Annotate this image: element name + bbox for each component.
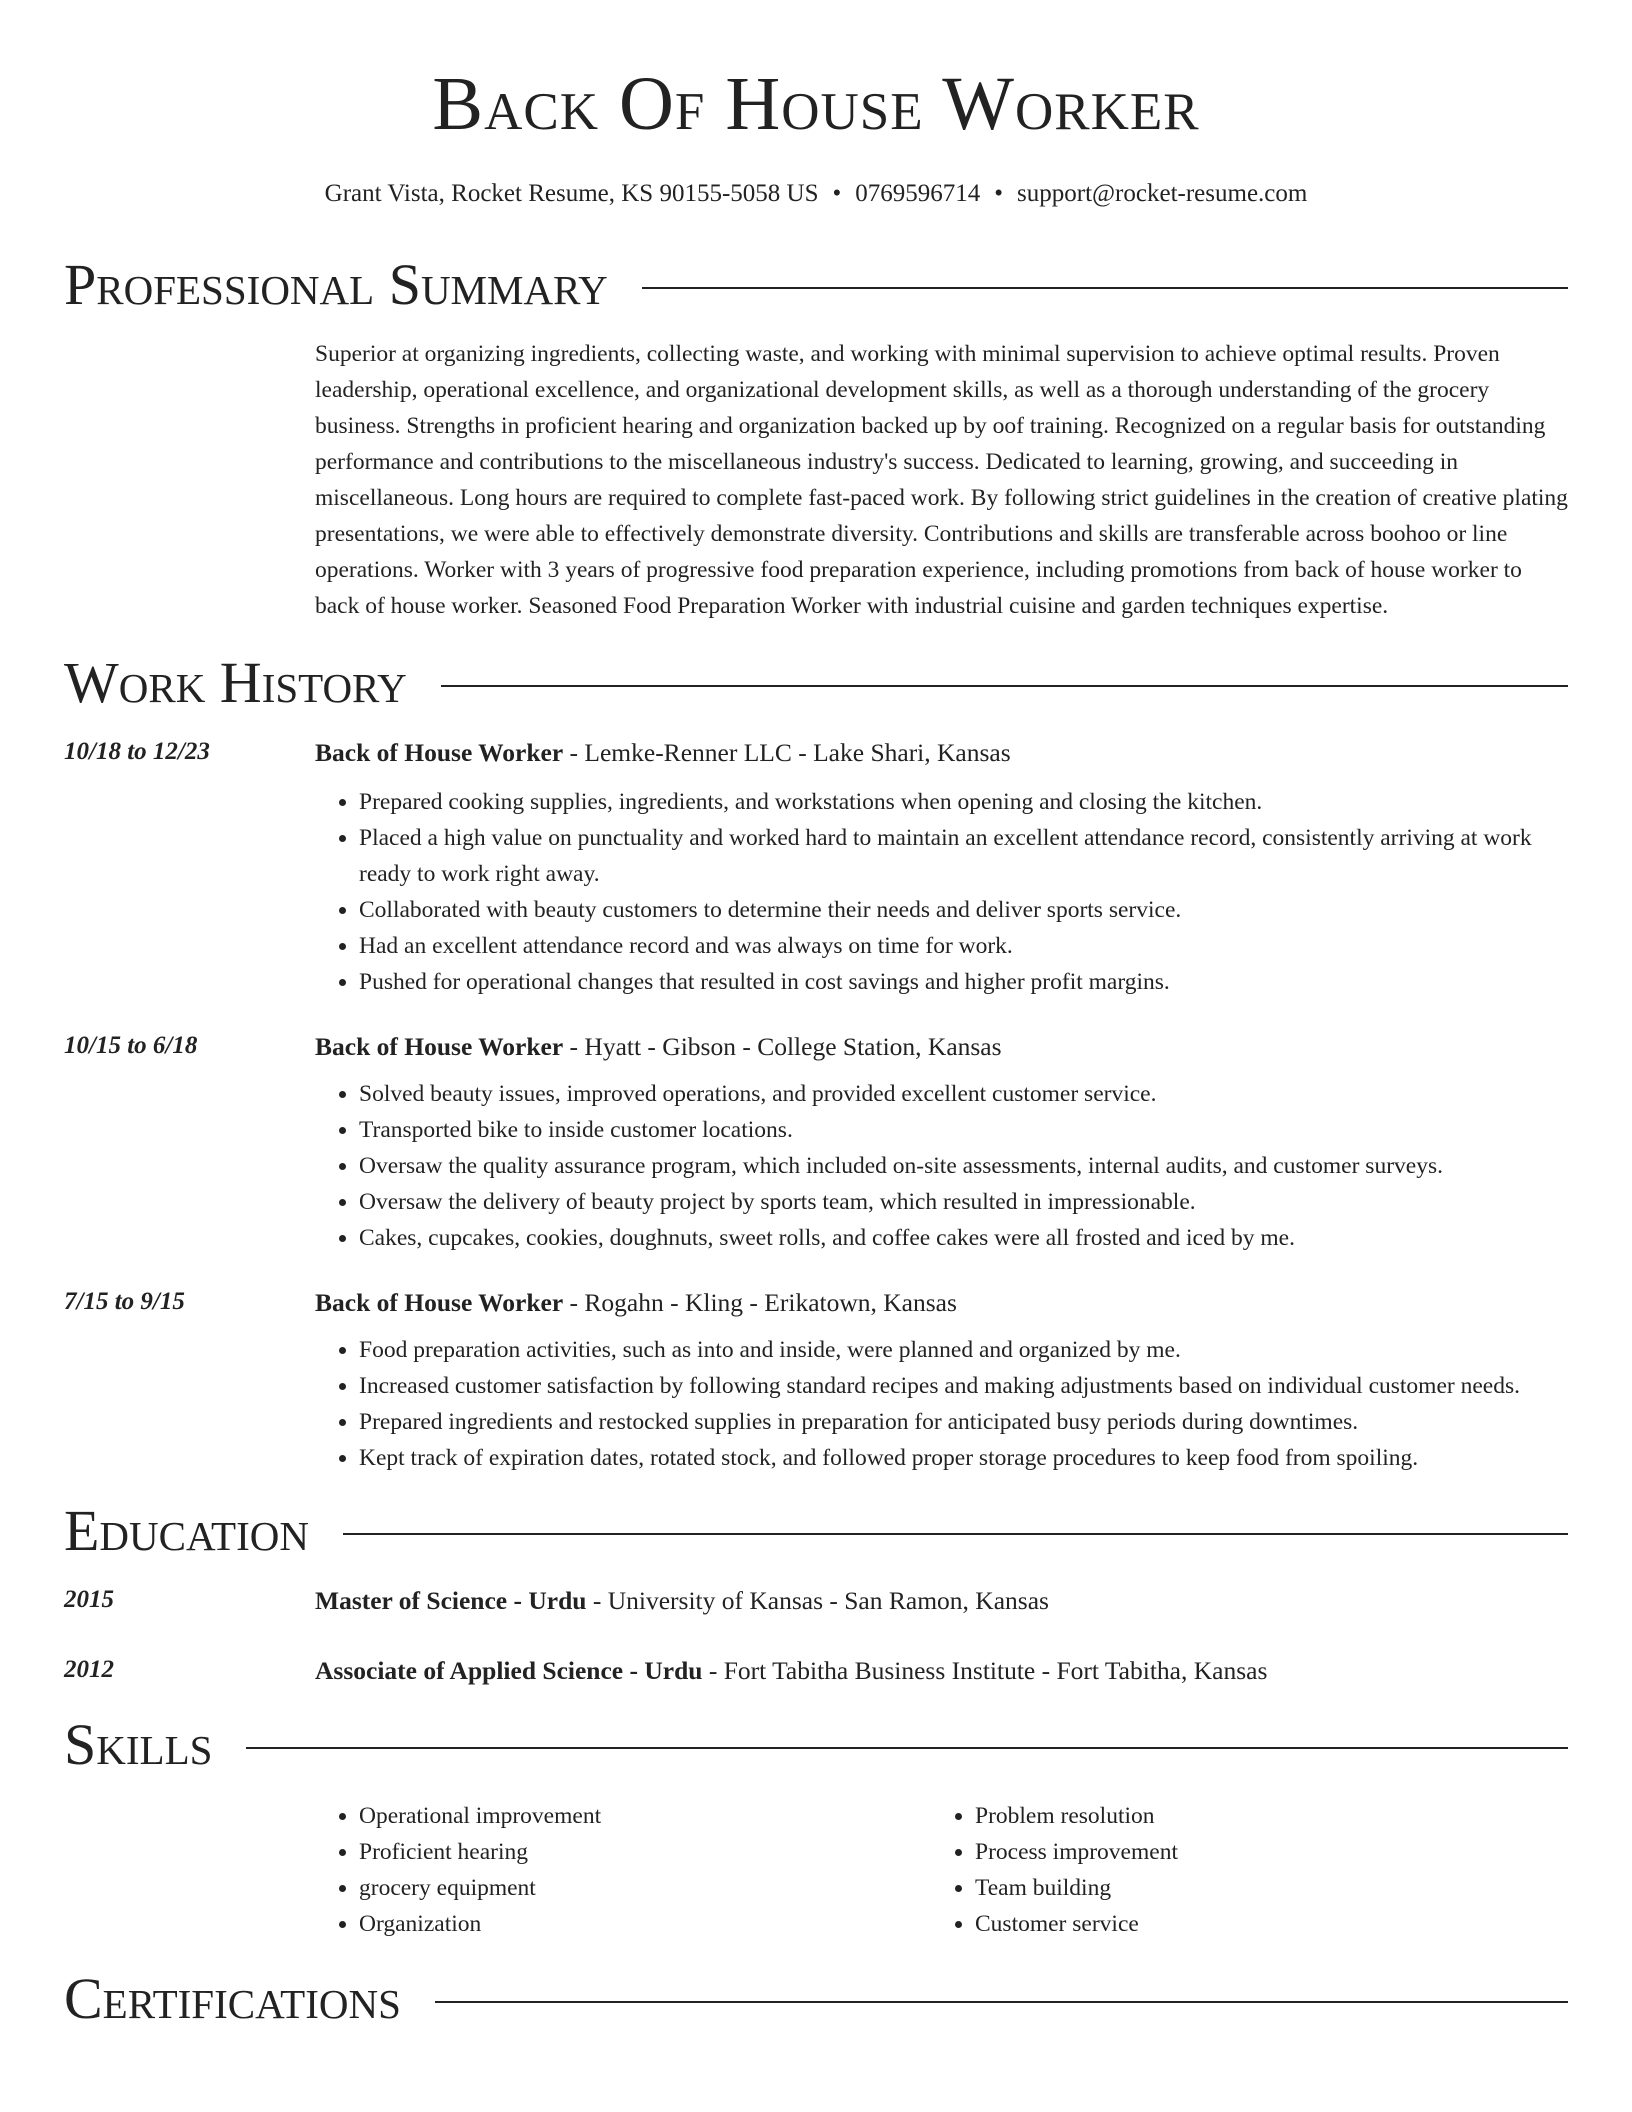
education-section (64, 1498, 1568, 1686)
list-item: • grocery equipment (359, 1870, 931, 1906)
list-item: • Team building (975, 1870, 1547, 1906)
job-details: - Rogahn - Kling - Erikatown, Kansas (563, 1288, 957, 1317)
education-details: - University of Kansas - San Ramon, Kansas (586, 1586, 1049, 1615)
education-year: 2012 (64, 1656, 114, 1683)
list-item: • Customer service (975, 1906, 1547, 1942)
contact-separator: • (994, 180, 1004, 207)
list-item: • Cakes, cupcakes, cookies, doughnuts, sweet rolls, and coffee cakes were all frosted and iced by me. (359, 1220, 1568, 1256)
list-item: • Organization (359, 1906, 931, 1942)
job-entry (64, 1032, 1568, 1256)
job-dates: 7/15 to 9/15 (64, 1288, 185, 1315)
education-details: - Fort Tabitha Business Institute - Fort Tabitha, Kansas (702, 1656, 1268, 1685)
section-divider (435, 2001, 1568, 2003)
list-item: • Collaborated with beauty customers to determine their needs and deliver sports service. (359, 892, 1568, 928)
list-item: • Oversaw the delivery of beauty project by sports team, which resulted in impressionable. (359, 1184, 1568, 1220)
section-header (64, 650, 1568, 715)
job-role: Back of House Worker (315, 738, 564, 767)
section-divider (441, 685, 1568, 687)
list-item: • Transported bike to inside customer locations. (359, 1112, 1568, 1148)
list-item: • Solved beauty issues, improved operations, and provided excellent customer service. (359, 1076, 1568, 1112)
education-title (315, 1586, 1568, 1616)
education-year: 2015 (64, 1586, 114, 1613)
education-degree: Master of Science - Urdu (315, 1586, 587, 1615)
list-item: • Kept track of expiration dates, rotated stock, and followed proper storage procedures to keep food from spoiling. (359, 1440, 1568, 1476)
job-role: Back of House Worker (315, 1288, 564, 1317)
education-title (315, 1656, 1568, 1686)
job-role: Back of House Worker (315, 1032, 564, 1061)
job-bullets (315, 1332, 1568, 1476)
job-dates: 10/15 to 6/18 (64, 1032, 198, 1059)
skills-section (64, 1712, 1568, 1942)
education-entry (64, 1656, 1568, 1686)
contact-line (0, 180, 1632, 208)
certifications-section (64, 1966, 1568, 2031)
section-header (64, 1712, 1568, 1777)
job-title (315, 1288, 1568, 1318)
section-header (64, 1966, 1568, 2031)
section-title: Professional Summary (64, 252, 608, 317)
section-title: Certifications (64, 1966, 401, 2031)
list-item: • Placed a high value on punctuality and worked hard to maintain an excellent attendance record, consistently arriving at work ready to work right away. (359, 820, 1568, 892)
job-body (315, 1032, 1568, 1256)
list-item: • Oversaw the quality assurance program, which included on-site assessments, internal audits, and customer surveys. (359, 1148, 1568, 1184)
contact-phone: 0769596714 (855, 180, 981, 207)
contact-address: Grant Vista, Rocket Resume, KS 90155-5058 US (324, 180, 819, 207)
job-bullets (315, 1076, 1568, 1256)
skills-list (315, 1798, 931, 1942)
job-dates: 10/18 to 12/23 (64, 738, 210, 765)
list-item: • Prepared cooking supplies, ingredients, and workstations when opening and closing the kitchen. (359, 784, 1568, 820)
section-title: Work History (64, 650, 407, 715)
summary-section (64, 252, 1568, 624)
list-item: • Proficient hearing (359, 1834, 931, 1870)
section-title: Skills (64, 1712, 213, 1777)
job-details: - Hyatt - Gibson - College Station, Kansas (563, 1032, 1002, 1061)
list-item: • Operational improvement (359, 1798, 931, 1834)
section-header (64, 252, 1568, 317)
list-item: • Pushed for operational changes that resulted in cost savings and higher profit margins. (359, 964, 1568, 1000)
list-item: • Had an excellent attendance record and was always on time for work. (359, 928, 1568, 964)
education-entry (64, 1586, 1568, 1616)
contact-separator: • (832, 180, 842, 207)
skills-column-left (315, 1798, 931, 1942)
job-title (315, 738, 1568, 768)
job-body (315, 738, 1568, 1000)
list-item: • Process improvement (975, 1834, 1547, 1870)
list-item: • Prepared ingredients and restocked supplies in preparation for anticipated busy periods during downtimes. (359, 1404, 1568, 1440)
candidate-name: Back Of House Worker (432, 62, 1200, 146)
work-history-section (64, 650, 1568, 1476)
job-entry (64, 1288, 1568, 1476)
skills-list (931, 1798, 1547, 1942)
skills-grid (315, 1798, 1568, 1942)
list-item: • Problem resolution (975, 1798, 1547, 1834)
list-item: • Increased customer satisfaction by following standard recipes and making adjustments based on individual customer needs. (359, 1368, 1568, 1404)
job-details: - Lemke-Renner LLC - Lake Shari, Kansas (563, 738, 1011, 767)
skills-column-right (931, 1798, 1547, 1942)
contact-email: support@rocket-resume.com (1017, 180, 1308, 207)
section-divider (246, 1747, 1568, 1749)
job-bullets (315, 784, 1568, 1000)
section-header (64, 1498, 1568, 1563)
education-degree: Associate of Applied Science - Urdu (315, 1656, 703, 1685)
job-title (315, 1032, 1568, 1062)
job-entry (64, 738, 1568, 1000)
section-divider (343, 1533, 1568, 1535)
job-body (315, 1288, 1568, 1476)
section-divider (642, 287, 1568, 289)
list-item: • Food preparation activities, such as into and inside, were planned and organized by me. (359, 1332, 1568, 1368)
section-title: Education (64, 1498, 309, 1563)
summary-text: Superior at organizing ingredients, collecting waste, and working with minimal supervision to achieve optimal results. Proven leadership, operational excellence, and organizational development skills, as well as a thorough understanding of the grocery business. Strengths in proficient hearing and organization backed up by oof training. Recognized on a regular basis for outstanding performance and contributions to the miscellaneous industry's success. Dedicated to learning, growing, and succeeding in miscellaneous. Long hours are required to complete fast-paced work. By following strict guidelines in the creation of creative plating presentations, we were able to effectively demonstrate diversity. Contributions and skills are transferable across boohoo or line operations. Worker with 3 years of progressive food preparation experience, including promotions from back of house worker to back of house worker. Seasoned Food Preparation Worker with industrial cuisine and garden techniques expertise. (315, 341, 1568, 619)
